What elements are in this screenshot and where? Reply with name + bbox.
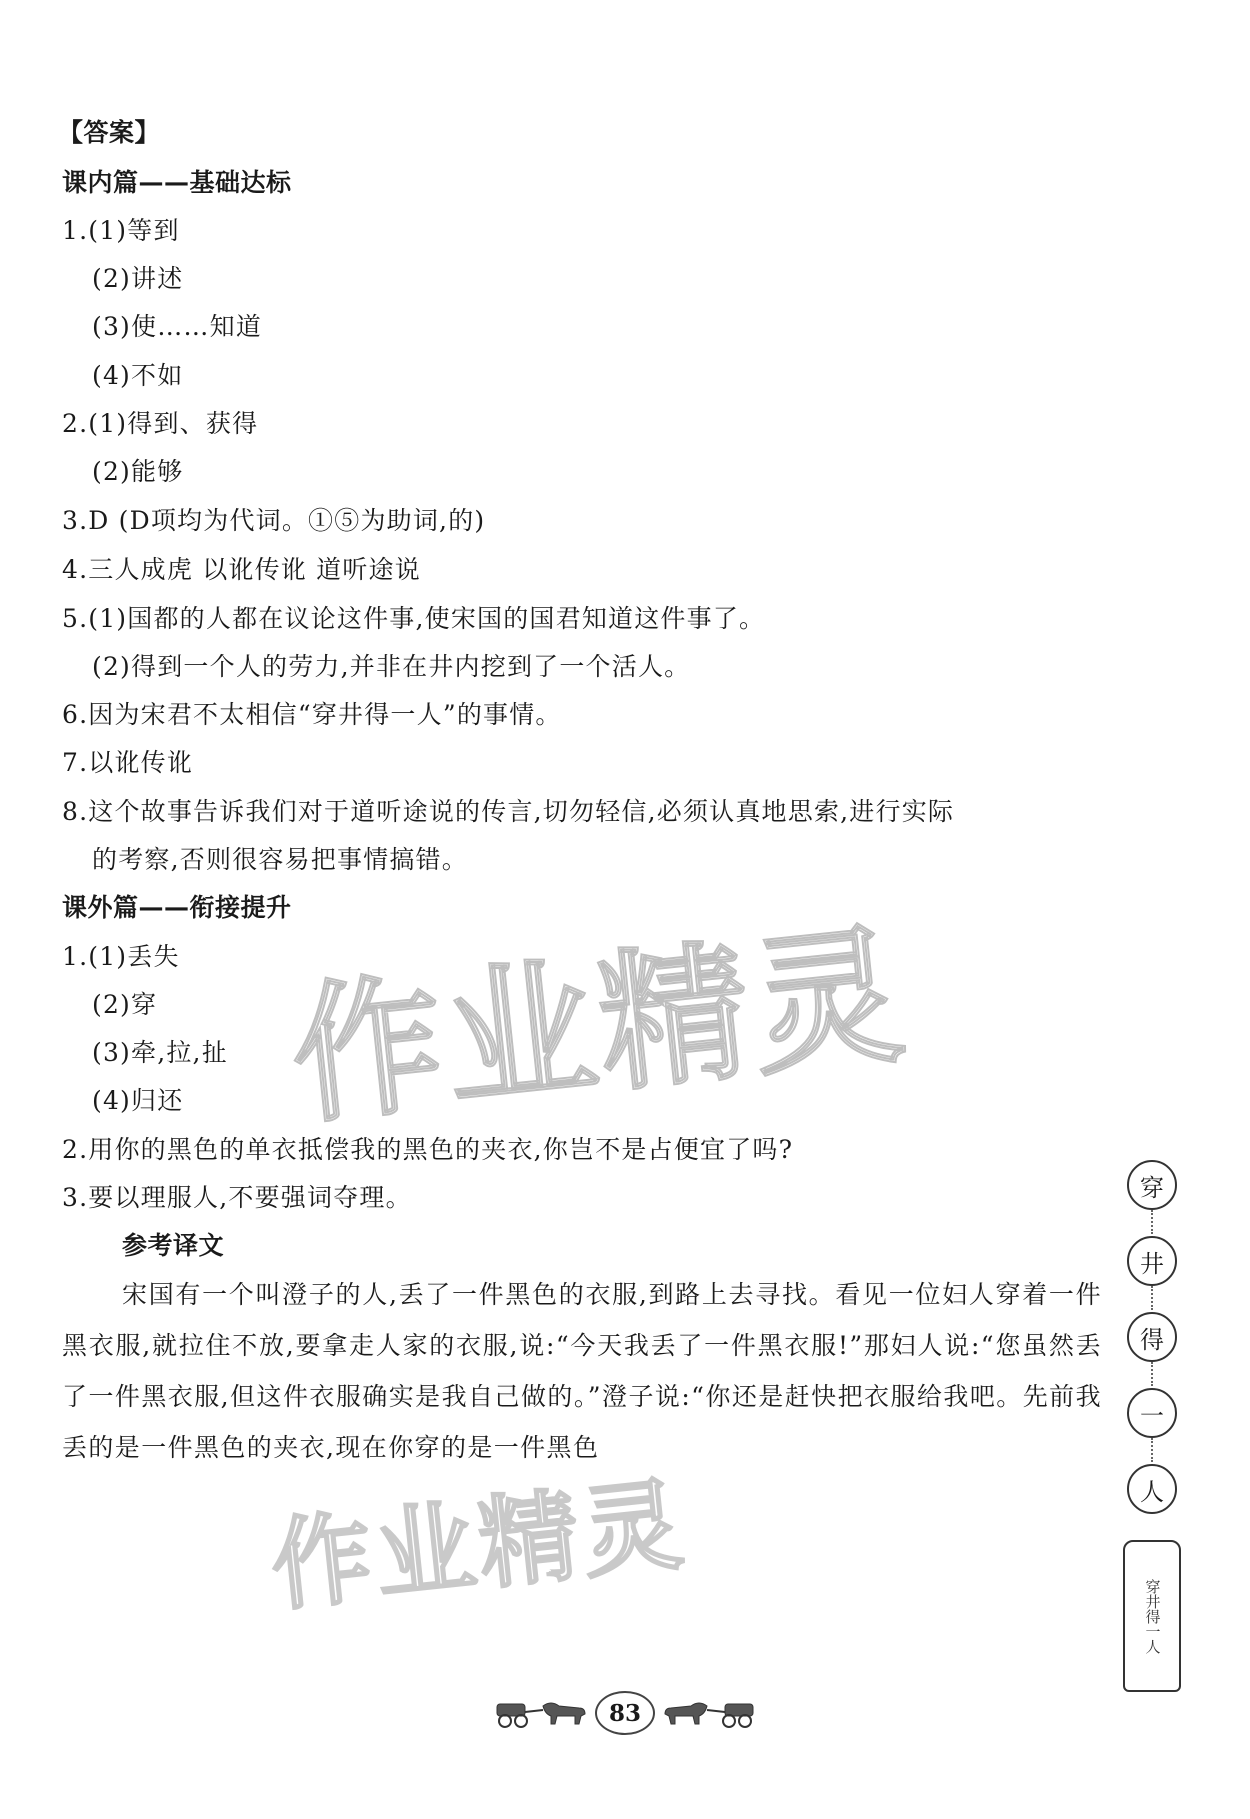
answer-line: (2)穿: [92, 990, 158, 1019]
side-char-circle: 得: [1127, 1312, 1177, 1362]
answer-line: 6.因为宋君不太相信“穿井得一人”的事情。: [62, 700, 562, 729]
answer-line: 1.(1)等到: [62, 216, 180, 245]
carriage-left-icon: [491, 1696, 591, 1730]
answer-line: 的考察,否则很容易把事情搞错。: [92, 845, 468, 874]
side-seal: 穿井得一人: [1123, 1540, 1181, 1692]
answer-line: (4)不如: [92, 361, 184, 390]
answer-line: (2)能够: [92, 457, 184, 486]
answer-line: (2)讲述: [92, 264, 184, 293]
answer-line: 2.用你的黑色的单衣抵偿我的黑色的夹衣,你岂不是占便宜了吗?: [62, 1135, 794, 1164]
answer-line: 3.D (D项均为代词。①⑤为助词,的): [62, 506, 486, 535]
answer-line: 4.三人成虎 以讹传讹 道听途说: [62, 555, 421, 584]
watermark: 作业精灵: [265, 1465, 692, 1626]
page-footer: [480, 1690, 770, 1736]
side-title-label: [1122, 1160, 1182, 1692]
section-title-outer: 课外篇——衔接提升: [62, 893, 292, 922]
answer-line: (3)牵,拉,扯: [92, 1038, 228, 1067]
answer-line: 3.要以理服人,不要强词夺理。: [62, 1183, 412, 1212]
carriage-right-icon: [659, 1696, 759, 1730]
side-char-circle: 一: [1127, 1388, 1177, 1438]
page-number: 83: [608, 1699, 641, 1727]
side-char-circle: 穿: [1127, 1160, 1177, 1210]
answer-line: (4)归还: [92, 1086, 184, 1115]
side-char-circle: 人: [1127, 1464, 1177, 1514]
answer-line: 1.(1)丢失: [62, 942, 180, 971]
section-title-inner: 课内篇——基础达标: [62, 168, 292, 197]
answer-line: 7.以讹传讹: [62, 748, 194, 777]
page-number-badge: [595, 1691, 655, 1735]
translation-title: 参考译文: [122, 1231, 225, 1260]
answer-line: (2)得到一个人的劳力,并非在井内挖到了一个活人。: [92, 652, 691, 681]
answer-line: 5.(1)国都的人都在议论这件事,使宋国的国君知道这件事了。: [62, 604, 766, 633]
translation-text: 宋国有一个叫澄子的人,丢了一件黑色的衣服,到路上去寻找。看见一位妇人穿着一件黑衣服,就拉住不放,要拿走人家的衣服,说:“今天我丢了一件黑衣服!”那妇人说:“您虽然丢了一件黑衣服,但这件衣服确实是我自己做的。”澄子说:“你还是赶快把衣服给我吧。先前我丢的是一件黑色的夹衣,现在你穿的是一件黑色: [62, 1280, 1102, 1462]
answer-line: (3)使……知道: [92, 312, 263, 341]
answer-line: 2.(1)得到、获得: [62, 409, 259, 438]
watermark: 作业精灵: [284, 908, 915, 1146]
answer-header: 【答案】: [58, 118, 161, 147]
side-char-circle: 井: [1127, 1236, 1177, 1286]
answer-line: 8.这个故事告诉我们对于道听途说的传言,切勿轻信,必须认真地思索,进行实际: [62, 797, 955, 826]
